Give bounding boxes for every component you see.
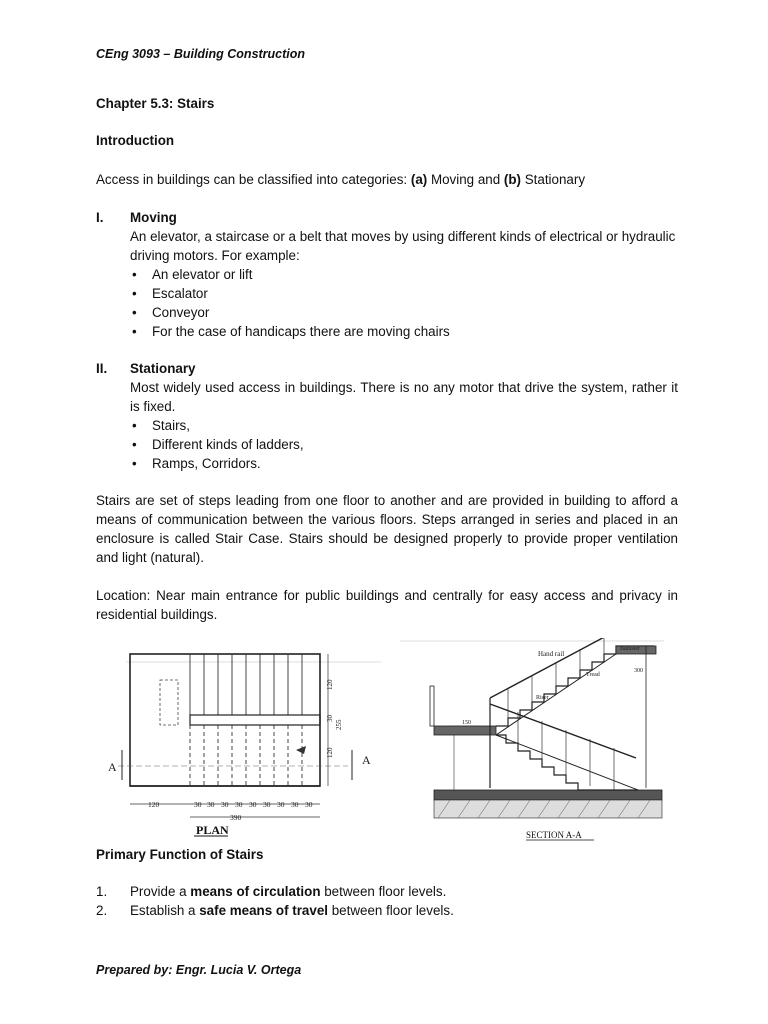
- dim-right: 30: [326, 715, 334, 722]
- item-text: [130, 901, 454, 920]
- bullet-list: [130, 416, 678, 473]
- intro-heading: Introduction: [96, 133, 175, 148]
- plan-caption: PLAN: [196, 823, 229, 837]
- dim-bottom: 30: [263, 800, 271, 809]
- label-baluster: Baluster: [620, 646, 640, 652]
- dim-bottom: 30: [249, 800, 257, 809]
- dim-right-total: 255: [335, 719, 343, 730]
- dim-bottom: 120: [148, 800, 160, 809]
- dim-bottom: 30: [207, 800, 215, 809]
- list-item: • For the case of handicaps there are moving chairs: [130, 322, 678, 341]
- dim-150: 150: [462, 720, 471, 726]
- location-paragraph: Location: Near main entrance for public buildings and centrally for easy access and privacy in residential buildings.: [96, 588, 678, 622]
- list-item: • Different kinds of ladders,: [130, 435, 678, 454]
- item-number: 2.: [96, 903, 108, 918]
- dim-bottom: 30: [305, 800, 313, 809]
- section-number: II.: [96, 361, 108, 376]
- intro-text-b: Stationary: [521, 172, 586, 187]
- dim-right: 120: [326, 747, 334, 758]
- stair-plan-figure: [96, 640, 382, 840]
- chapter-title: Chapter 5.3: Stairs: [96, 96, 215, 111]
- list-item: • Escalator: [130, 284, 678, 303]
- section-body: [130, 208, 678, 341]
- item-text: [130, 882, 446, 901]
- item-text-before: Establish a: [130, 903, 200, 918]
- list-item: • Ramps, Corridors.: [130, 454, 678, 473]
- label-b: (b): [503, 172, 522, 187]
- section-number: I.: [96, 210, 104, 225]
- stairs-paragraph: Stairs are set of steps leading from one floor to another and are provided in building to afford a means of communication between the various floors. Steps arranged in series and placed in an enclosure is called Stair Case. Stairs should be designed properly to provide proper ventilation and light (natural).: [96, 493, 678, 565]
- upper-treads: [190, 654, 302, 715]
- section-mark-right: A: [362, 753, 371, 767]
- plan-drawing: [96, 640, 382, 840]
- section-description: Most widely used access in buildings. There is no any motor that drive the system, rather it is fixed.: [130, 380, 678, 414]
- item-number: 1.: [96, 884, 108, 899]
- dim-right: 120: [326, 679, 334, 690]
- primary-function-heading: Primary Function of Stairs: [96, 847, 264, 862]
- label-tread: Tread: [586, 672, 600, 678]
- dim-bottom: 30: [235, 800, 243, 809]
- label-riser: Riser: [536, 695, 549, 701]
- intro-text: Access in buildings can be classified into categories:: [96, 172, 411, 187]
- dim-bottom: 30: [277, 800, 285, 809]
- section-description: An elevator, a staircase or a belt that moves by using different kinds of electrical or hydraulic driving motors. For example:: [130, 229, 676, 263]
- section-mark-left: A: [108, 760, 117, 774]
- bullet-list: [130, 265, 678, 341]
- item-text-before: Provide a: [130, 884, 191, 899]
- intro-paragraph: [96, 170, 585, 189]
- list-item: • Stairs,: [130, 416, 678, 435]
- list-item: • An elevator or lift: [130, 265, 678, 284]
- dim-bottom: 30: [291, 800, 299, 809]
- section-body: [130, 359, 678, 473]
- item-text-after: between floor levels.: [320, 884, 447, 899]
- list-item: • Conveyor: [130, 303, 678, 322]
- intro-text-a: Moving and: [427, 172, 504, 187]
- item-text-bold: safe means of travel: [199, 903, 328, 918]
- item-text-bold: means of circulation: [190, 884, 321, 899]
- label-handrail: Hand rail: [538, 650, 565, 658]
- footer-prepared-by: Prepared by: Engr. Lucia V. Ortega: [96, 963, 302, 977]
- lower-treads: [190, 725, 302, 786]
- section-title: Stationary: [130, 361, 196, 376]
- dim-bottom: 30: [221, 800, 229, 809]
- stair-section-figure: [398, 638, 666, 844]
- section-caption: SECTION A-A: [526, 830, 582, 840]
- dim-bottom: 30: [194, 800, 202, 809]
- section-drawing: [398, 638, 666, 844]
- section-title: Moving: [130, 210, 177, 225]
- label-a: (a): [410, 172, 428, 187]
- item-text-after: between floor levels.: [328, 903, 454, 918]
- dim-300: 300: [634, 668, 643, 674]
- dim-total: 390: [230, 813, 242, 822]
- course-header: CEng 3093 – Building Construction: [96, 47, 306, 61]
